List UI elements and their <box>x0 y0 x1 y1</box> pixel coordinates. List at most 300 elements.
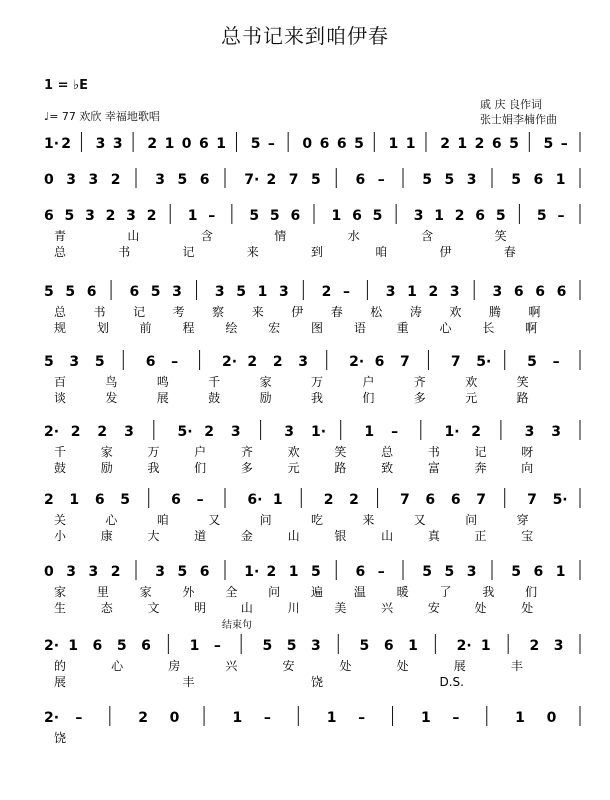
lyric-char: 划 <box>96 321 109 335</box>
lyric-char: 谈 <box>54 391 67 405</box>
lyric-char: 万 <box>147 445 160 459</box>
ending-label: 结束句 <box>222 620 252 631</box>
lyric-char: 处 <box>474 601 487 615</box>
note: 2 <box>110 564 121 580</box>
note: 5 <box>527 354 537 370</box>
note: 2 <box>266 564 277 580</box>
note: 7 <box>527 492 537 508</box>
lyric-char: 含 <box>421 229 434 243</box>
note: 3 <box>66 564 76 580</box>
lyric-char: 咱 <box>156 513 169 527</box>
note: 3 <box>155 172 165 188</box>
lyric-char: 山 <box>127 229 140 243</box>
lyric-char: 呀 <box>521 445 534 459</box>
lyric-char: 外 <box>182 585 195 599</box>
lyric-char: 重 <box>396 321 409 335</box>
lyric-char: 了 <box>439 585 452 599</box>
note: 3 <box>85 208 95 224</box>
note: 1· <box>444 424 460 440</box>
note: 5 <box>44 354 54 370</box>
note: 3 <box>284 424 295 440</box>
lyric-char: 腾 <box>488 305 501 319</box>
note: 3 <box>155 564 165 580</box>
note: 1 <box>257 284 268 300</box>
note: 1 <box>272 492 283 508</box>
lyric-char: 欢 <box>465 375 478 389</box>
note: 5 <box>359 638 370 654</box>
note: – <box>208 208 216 224</box>
note: 6 <box>535 284 546 300</box>
note: 6 <box>450 492 461 508</box>
note: 6 <box>374 354 385 370</box>
note: 0 <box>546 710 557 726</box>
note: – <box>267 136 275 152</box>
note: 3 <box>385 284 396 300</box>
lyric-char: 书 <box>427 445 440 459</box>
lyric-char: 处 <box>521 601 534 615</box>
lyric-char: 金 <box>240 529 253 543</box>
lyric-char: 涛 <box>409 305 422 319</box>
lyric-char: D.S. <box>439 675 464 689</box>
note: 3 <box>95 136 106 152</box>
note: 6 <box>129 284 140 300</box>
note: 5 <box>354 136 364 152</box>
lyric-char: 考 <box>172 305 185 319</box>
lyric-char: 多 <box>413 391 426 405</box>
note: 2 <box>146 208 157 224</box>
note: 5 <box>236 284 246 300</box>
lyric-char: 察 <box>212 305 225 319</box>
lyric-char: 多 <box>240 461 253 475</box>
note: 5 <box>150 284 161 300</box>
note: 3 <box>88 172 99 188</box>
note: 6 <box>383 638 394 654</box>
note: 3 <box>553 638 564 654</box>
note: 1 <box>420 710 431 726</box>
note: 6 <box>92 638 103 654</box>
note: 6 <box>145 354 156 370</box>
lyric-char: 向 <box>521 461 534 475</box>
composer-credit: 张士娟李楠作曲 <box>480 113 557 126</box>
note: 5 <box>422 172 432 188</box>
lyric-char: 千 <box>208 375 221 389</box>
lyric-char: 生 <box>54 601 67 615</box>
lyric-char: 鸟 <box>105 375 118 389</box>
note: – <box>552 354 560 370</box>
lyric-char: 记 <box>133 305 146 319</box>
lyric-char: 大 <box>147 529 160 543</box>
lyric-char: 来 <box>362 513 375 527</box>
lyric-char: 心 <box>439 321 452 335</box>
lyric-char: 笑 <box>334 445 347 459</box>
note: 7 <box>476 492 487 508</box>
note: 5 <box>249 208 260 224</box>
note: 2 <box>204 424 214 440</box>
note: 6 <box>86 284 97 300</box>
lyric-char: 真 <box>427 529 440 543</box>
note: 6 <box>352 208 362 224</box>
lyric-char: 心 <box>105 513 118 527</box>
note: 6 <box>491 136 502 152</box>
note: 0 <box>44 564 54 580</box>
note: 3 <box>278 284 289 300</box>
note: 1 <box>407 284 417 300</box>
lyric-char: 家 <box>100 445 113 459</box>
note: 6· <box>247 492 263 508</box>
note: 5 <box>422 564 432 580</box>
note: 2 <box>529 638 540 654</box>
note: 2 <box>44 492 54 508</box>
note: 5 <box>94 354 105 370</box>
note: 2 <box>454 208 465 224</box>
note: 6 <box>319 136 330 152</box>
note: 1· <box>244 564 260 580</box>
lyric-char: 绘 <box>225 321 238 335</box>
lyric-char: 咱 <box>375 245 388 259</box>
note: 3 <box>449 284 460 300</box>
note: 3 <box>298 354 309 370</box>
note: 3 <box>466 172 477 188</box>
note: – <box>75 710 83 726</box>
lyric-char: 记 <box>474 445 487 459</box>
lyric-char: 问 <box>268 585 281 599</box>
note: 3 <box>66 172 76 188</box>
note: – <box>263 710 271 726</box>
note: 5 <box>543 136 554 152</box>
note: 1 <box>364 424 375 440</box>
note: 2· <box>222 354 238 370</box>
note: 3 <box>126 208 136 224</box>
note: 3 <box>214 284 225 300</box>
lyric-char: 齐 <box>413 375 426 389</box>
note: 6 <box>425 492 436 508</box>
lyric-char: 川 <box>287 601 300 615</box>
lyric-char: 家 <box>259 375 272 389</box>
lyric-char: 伊 <box>439 245 452 259</box>
note: 6 <box>290 208 301 224</box>
note: 1 <box>555 564 566 580</box>
song-title: 总书记来到咱伊春 <box>221 24 389 48</box>
note: 3 <box>492 284 503 300</box>
lyric-char: 展 <box>453 659 466 673</box>
note: 5 <box>116 638 127 654</box>
lyric-char: 笑 <box>494 229 507 243</box>
note: – <box>557 208 565 224</box>
note: 1 <box>164 136 175 152</box>
note: 5 <box>372 208 383 224</box>
lyric-char: 饶 <box>54 731 67 745</box>
lyric-char: 书 <box>93 305 106 319</box>
lyric-char: 笑 <box>516 375 529 389</box>
lyric-char: 处 <box>339 659 352 673</box>
lyric-char: 正 <box>474 529 487 543</box>
lyric-char: 我 <box>147 461 160 475</box>
lyric-char: 美 <box>334 601 347 615</box>
note: 6 <box>141 638 151 654</box>
note: 2 <box>105 208 116 224</box>
lyric-char: 致 <box>381 461 394 475</box>
lyric-char: 家 <box>54 585 67 599</box>
lyric-char: 心 <box>111 659 124 673</box>
lyric-char: 又 <box>208 513 221 527</box>
lyric-char: 问 <box>259 513 272 527</box>
lyric-char: 励 <box>259 391 272 405</box>
note: 6 <box>513 284 524 300</box>
lyric-char: 啊 <box>525 321 538 335</box>
lyric-char: 前 <box>139 321 152 335</box>
note: 1 <box>331 208 342 224</box>
note: 2· <box>44 424 60 440</box>
note: 6 <box>171 492 181 508</box>
key-signature: 1 = ♭E <box>44 78 89 93</box>
note: 1 <box>68 638 79 654</box>
note: 5 <box>444 564 455 580</box>
lyric-char: 小 <box>54 529 67 543</box>
note: 3 <box>311 638 321 654</box>
note: 7 <box>288 172 299 188</box>
lyric-char: 兴 <box>381 601 394 615</box>
note: 1 <box>232 710 243 726</box>
lyric-char: 全 <box>225 585 238 599</box>
lyric-char: 鼓 <box>54 461 67 475</box>
note: 6 <box>199 136 209 152</box>
lyric-char: 总 <box>381 445 394 459</box>
note: 2· <box>456 638 472 654</box>
lyricist-credit: 戚 庆 良作词 <box>480 98 542 111</box>
lyric-char: 松 <box>370 305 383 319</box>
note: 6 <box>556 284 567 300</box>
note: 6 <box>355 564 366 580</box>
note: – <box>391 424 399 440</box>
note: 3 <box>88 564 99 580</box>
note: 5 <box>250 136 261 152</box>
note: 1 <box>326 710 337 726</box>
note: 3 <box>466 564 477 580</box>
note: 1 <box>515 710 525 726</box>
note: 2 <box>440 136 450 152</box>
lyric-char: 程 <box>182 321 195 335</box>
lyric-char: 啊 <box>528 305 541 319</box>
note: 1· <box>311 424 327 440</box>
lyric-char: 元 <box>287 461 300 475</box>
note: 5 <box>262 638 273 654</box>
note: 2 <box>138 710 148 726</box>
note: 3 <box>413 208 424 224</box>
note: 2 <box>247 354 258 370</box>
lyric-char: 银 <box>334 529 347 543</box>
note: – <box>358 710 366 726</box>
note: 5· <box>476 354 492 370</box>
note: 5 <box>286 638 297 654</box>
note: 6 <box>355 172 366 188</box>
note: 6 <box>533 172 544 188</box>
lyric-char: 水 <box>347 229 360 243</box>
lyric-char: 安 <box>427 601 440 615</box>
lyric-char: 长 <box>482 321 495 335</box>
note: 3 <box>230 424 241 440</box>
tempo-marking: ♩= 77 欢欣 幸福地歌唱 <box>44 110 160 123</box>
note: 7 <box>400 354 410 370</box>
lyric-char: 关 <box>54 513 67 527</box>
note: 3 <box>69 354 80 370</box>
lyric-char: 情 <box>274 229 287 243</box>
note: 6 <box>94 492 105 508</box>
note: 5 <box>65 284 76 300</box>
note: 1 <box>434 208 444 224</box>
note: 2 <box>323 492 334 508</box>
note: 5· <box>177 424 193 440</box>
lyric-char: 富 <box>427 461 440 475</box>
note: 3 <box>551 424 562 440</box>
lyric-char: 总 <box>54 245 67 259</box>
note: 2 <box>110 172 121 188</box>
lyric-char: 道 <box>194 529 207 543</box>
note: 5 <box>177 564 188 580</box>
note: 2 <box>272 354 283 370</box>
lyric-char: 山 <box>381 529 394 543</box>
lyric-char: 奔 <box>474 461 487 475</box>
lyric-char: 穿 <box>516 513 529 527</box>
lyric-char: 饶 <box>311 675 324 689</box>
note: 5 <box>495 208 506 224</box>
note: – <box>452 710 460 726</box>
lyric-char: 宝 <box>521 529 534 543</box>
note: 1 <box>187 208 198 224</box>
note: 2· <box>349 354 365 370</box>
lyric-char: 山 <box>240 601 253 615</box>
lyric-char: 欢 <box>449 305 462 319</box>
note: – <box>377 172 385 188</box>
lyric-char: 路 <box>334 461 347 475</box>
note: 5· <box>552 492 568 508</box>
lyric-char: 宏 <box>268 321 281 335</box>
lyric-char: 问 <box>465 513 478 527</box>
lyric-char: 发 <box>105 391 118 405</box>
lyric-char: 展 <box>156 391 169 405</box>
lyric-char: 们 <box>525 585 538 599</box>
note: 1 <box>405 136 416 152</box>
note: 2· <box>44 638 60 654</box>
lyric-char: 处 <box>396 659 409 673</box>
lyric-char: 明 <box>194 601 207 615</box>
lyric-char: 安 <box>282 659 295 673</box>
note: 2· <box>44 710 60 726</box>
note: 2 <box>147 136 158 152</box>
lyric-char: 展 <box>54 675 67 689</box>
lyric-char: 百 <box>54 375 67 389</box>
note: 5 <box>536 208 547 224</box>
note: 1 <box>457 136 468 152</box>
note: 5 <box>64 208 75 224</box>
lyric-char: 来 <box>251 305 264 319</box>
note: 2 <box>266 172 277 188</box>
lyric-char: 们 <box>194 461 207 475</box>
note: – <box>213 638 221 654</box>
lyric-char: 总 <box>54 305 67 319</box>
lyric-char: 路 <box>516 391 529 405</box>
note: 5 <box>444 172 455 188</box>
lyric-char: 里 <box>96 585 109 599</box>
note: 5 <box>511 564 521 580</box>
note: 5 <box>511 172 521 188</box>
note: 3 <box>524 424 535 440</box>
note: 5 <box>120 492 131 508</box>
lyric-char: 春 <box>503 245 516 259</box>
lyric-char: 元 <box>465 391 478 405</box>
note: 1 <box>216 136 227 152</box>
lyric-char: 伊 <box>291 305 304 319</box>
lyric-char: 温 <box>353 585 366 599</box>
note: 2 <box>349 492 359 508</box>
note: 5 <box>177 172 188 188</box>
lyric-char: 图 <box>311 321 324 335</box>
note: 5 <box>44 284 54 300</box>
lyric-char: 春 <box>330 305 343 319</box>
note: 2 <box>474 136 485 152</box>
lyric-char: 书 <box>118 245 131 259</box>
lyric-char: 励 <box>100 461 113 475</box>
lyric-char: 含 <box>200 229 213 243</box>
note: – <box>343 284 351 300</box>
lyric-char: 暖 <box>396 585 409 599</box>
lyric-char: 又 <box>413 513 426 527</box>
note: 6 <box>475 208 486 224</box>
note: 2 <box>321 284 332 300</box>
lyric-char: 来 <box>246 245 259 259</box>
lyric-char: 万 <box>311 375 324 389</box>
lyric-char: 鼓 <box>208 391 221 405</box>
note: 1 <box>480 638 491 654</box>
note: 1 <box>388 136 399 152</box>
note: 7 <box>400 492 410 508</box>
note: – <box>560 136 568 152</box>
note: – <box>377 564 385 580</box>
note: 5 <box>509 136 519 152</box>
note: 5 <box>311 172 321 188</box>
lyric-char: 山 <box>287 529 300 543</box>
note: 6 <box>533 564 544 580</box>
note: 1 <box>408 638 418 654</box>
note: 2 <box>428 284 439 300</box>
note: – <box>196 492 204 508</box>
note: 1 <box>555 172 566 188</box>
lyric-char: 千 <box>54 445 67 459</box>
lyric-char: 们 <box>362 391 375 405</box>
note: 7 <box>450 354 461 370</box>
note: 1 <box>69 492 80 508</box>
note: 6 <box>44 208 54 224</box>
note: 5 <box>311 564 321 580</box>
lyric-char: 我 <box>482 585 495 599</box>
note: 0 <box>169 710 180 726</box>
note: 1· <box>44 136 60 152</box>
lyric-char: 户 <box>194 445 207 459</box>
note: 2 <box>61 136 71 152</box>
note: 1 <box>288 564 299 580</box>
lyric-char: 房 <box>168 659 181 673</box>
note: 6 <box>199 564 210 580</box>
lyric-char: 家 <box>139 585 152 599</box>
lyric-char: 康 <box>100 529 113 543</box>
lyric-char: 我 <box>311 391 324 405</box>
note: 3 <box>112 136 123 152</box>
note: 2 <box>97 424 108 440</box>
lyric-char: 欢 <box>287 445 300 459</box>
lyric-char: 记 <box>182 245 195 259</box>
lyric-char: 青 <box>54 229 67 243</box>
note: 1 <box>189 638 200 654</box>
note: 5 <box>269 208 280 224</box>
